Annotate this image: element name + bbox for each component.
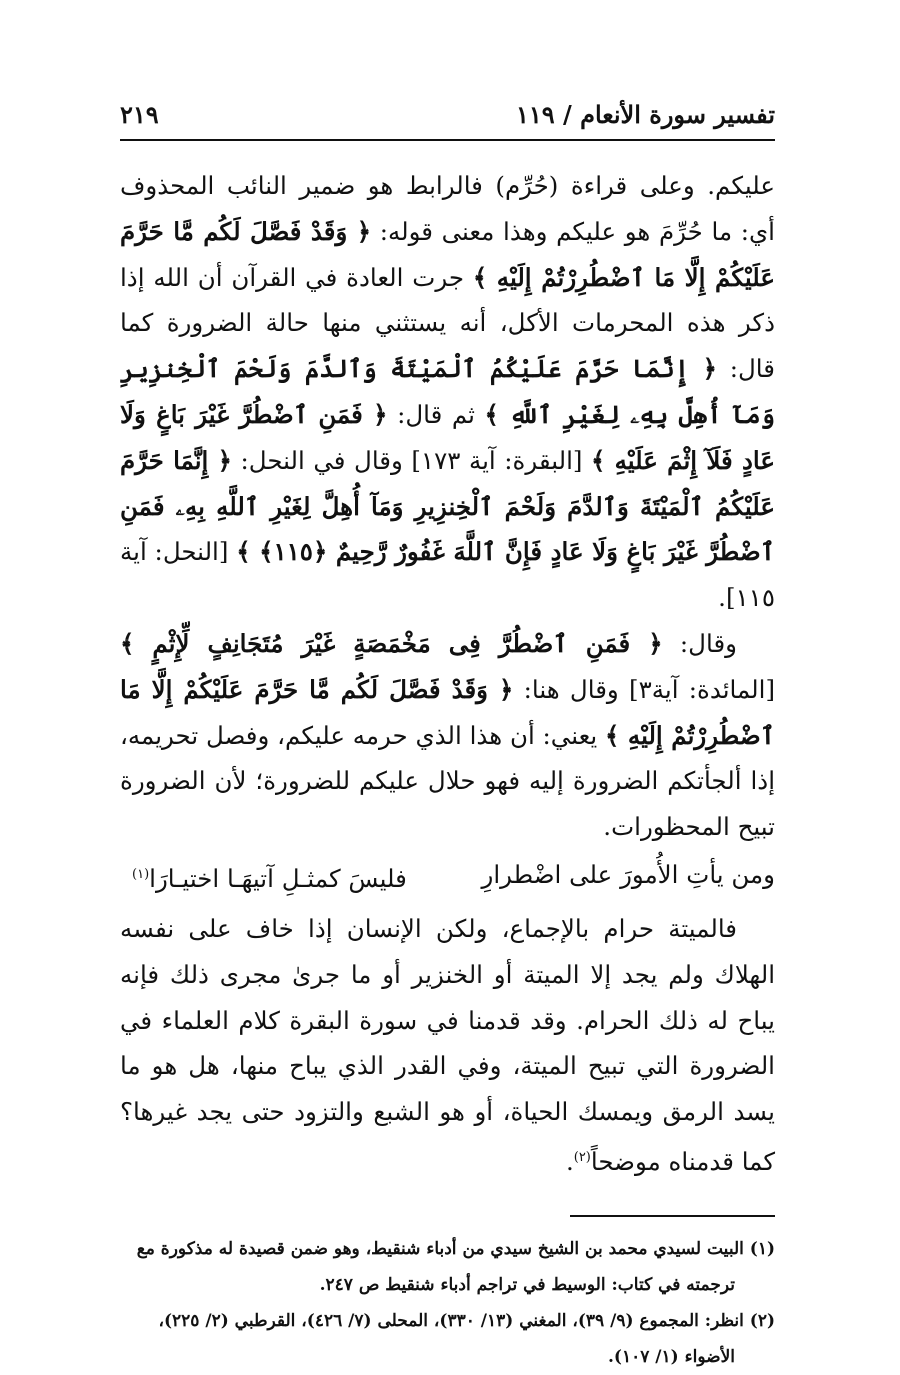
main-text bbox=[120, 163, 775, 1185]
page-number: ٢١٩ bbox=[120, 100, 159, 129]
paragraph-3 bbox=[120, 906, 775, 1185]
text-run: جرت العادة في القرآن أن الله إذا ذكر هذه المحرمات الأكل، أنه يستثني منها حالة الضرورة كما قال: bbox=[120, 262, 775, 384]
footnote-divider bbox=[570, 1215, 775, 1217]
text-run: [النحل: آية ١١٥]. bbox=[120, 537, 775, 613]
text-run: ثم قال: bbox=[387, 399, 485, 429]
quran-quote: ﴿ إِنَّمَا حَرَّمَ عَلَيْكُمُ ٱلْمَيْتَةَ وَٱلدَّمَ وَلَحْمَ ٱلْخِنزِيرِ وَمَآ أُهِلَّ بِهِۦ لِغَيْرِ ٱللَّهِ ﴾ bbox=[120, 354, 775, 429]
text-run: فالميتة حرام بالإجماع، ولكن الإنسان إذا خاف على نفسه الهلاك ولم يجد إلا الميتة أو الخنزير أو ما جرىٰ مجرى ذلك فإنه يباح له ذلك الحرام. وقد قدمنا في سورة البقرة كلام العلماء في الضرورة التي تبيح الميتة، وفي القدر الذي يباح منها، هل هو ما يسد الرمق ويمسك الحياة، أو هو الشبع والتزود حتى يجد غيرها؟ كما قدمناه موضحاً bbox=[120, 913, 775, 1177]
poetry-verse bbox=[120, 852, 775, 902]
footnote-marker: (١) bbox=[132, 866, 150, 882]
verse-first-hemistich: ومن يأتِ الأُمورَ على اضْطرارِ bbox=[481, 859, 775, 889]
footnote-1: (١) البيت لسيدي محمد بن الشيخ سيدي من أدباء شنقيط، وهو ضمن قصيدة له مذكورة مع ترجمته في كتاب: الوسيط في تراجم أدباء شنقيط ص ٢٤٧. bbox=[136, 1238, 775, 1295]
text-run: يعني: أن هذا الذي حرمه عليكم، وفصل تحريمه، إذا ألجأتكم الضرورة إليه فهو حلال عليكم للضرورة؛ لأن الضرورة تبيح المحظورات. bbox=[120, 720, 775, 842]
quran-quote: ﴿ وَقَدْ فَصَّلَ لَكُم مَّا حَرَّمَ عَلَيْكُمْ إِلَّا مَا ٱضْطُرِرْتُمْ إِلَيْهِ ﴾ bbox=[120, 674, 775, 750]
text-run: [البقرة: آية ١٧٣] وقال في النحل: bbox=[232, 445, 591, 475]
quran-quote: ﴿ فَمَنِ ٱضْطُرَّ غَيْرَ بَاغٍ وَلَا عَادٍ فَلَآ إِثْمَ عَلَيْهِ ﴾ bbox=[120, 399, 775, 475]
text-run: وقال: bbox=[662, 628, 737, 658]
text-run: [المائدة: آية٣] وقال هنا: bbox=[513, 674, 776, 704]
quran-quote: ﴿ وَقَدْ فَصَّلَ لَكُم مَّا حَرَّمَ عَلَيْكُمْ إِلَّا مَا ٱضْطُرِرْتُمْ إِلَيْهِ ﴾ bbox=[120, 216, 775, 292]
paragraph-2 bbox=[120, 621, 775, 850]
running-header bbox=[120, 100, 775, 141]
header-title: تفسير سورة الأنعام / ١١٩ bbox=[515, 100, 775, 129]
footnote-2: (٢) انظر: المجموع (٩/ ٣٩)، المغني (١٣/ ٣٣٠)، المحلى (٧/ ٤٢٦)، القرطبي (٢/ ٢٢٥)، الأضواء (١/ ١٠٧). bbox=[158, 1310, 775, 1367]
book-page bbox=[120, 100, 775, 1375]
text-run: . bbox=[565, 1147, 574, 1177]
footnote-marker: (٢) bbox=[573, 1149, 591, 1165]
verse-text: فليسَ كمثـلِ آتيهَـا اختيـارَا bbox=[149, 864, 407, 894]
text-run: عليكم. وعلى قراءة (حُرِّم) فالرابط هو ضمير النائب المحذوف أي: ما حُرِّمَ هو عليكم وهذا معنى قوله: bbox=[120, 171, 775, 246]
footnotes bbox=[120, 1231, 775, 1375]
paragraph-1 bbox=[120, 163, 775, 621]
quran-quote: ﴿ فَمَنِ ٱضْطُرَّ فِى مَخْمَصَةٍ غَيْرَ مُتَجَانِفٍ لِّإِثْمٍ ﴾ bbox=[120, 628, 663, 658]
verse-second-hemistich bbox=[132, 852, 407, 902]
quran-quote: ﴿ إِنَّمَا حَرَّمَ عَلَيْكُمُ ٱلْمَيْتَةَ وَٱلدَّمَ وَلَحْمَ ٱلْخِنزِيرِ وَمَآ أُهِلَّ لِغَيْرِ ٱللَّهِ بِهِۦ فَمَنِ ٱضْطُرَّ غَيْرَ بَاغٍ وَلَا عَادٍ فَإِنَّ ٱللَّهَ غَفُورٌ رَّحِيمٌ ﴿١١٥﴾ ﴾ bbox=[120, 445, 775, 567]
